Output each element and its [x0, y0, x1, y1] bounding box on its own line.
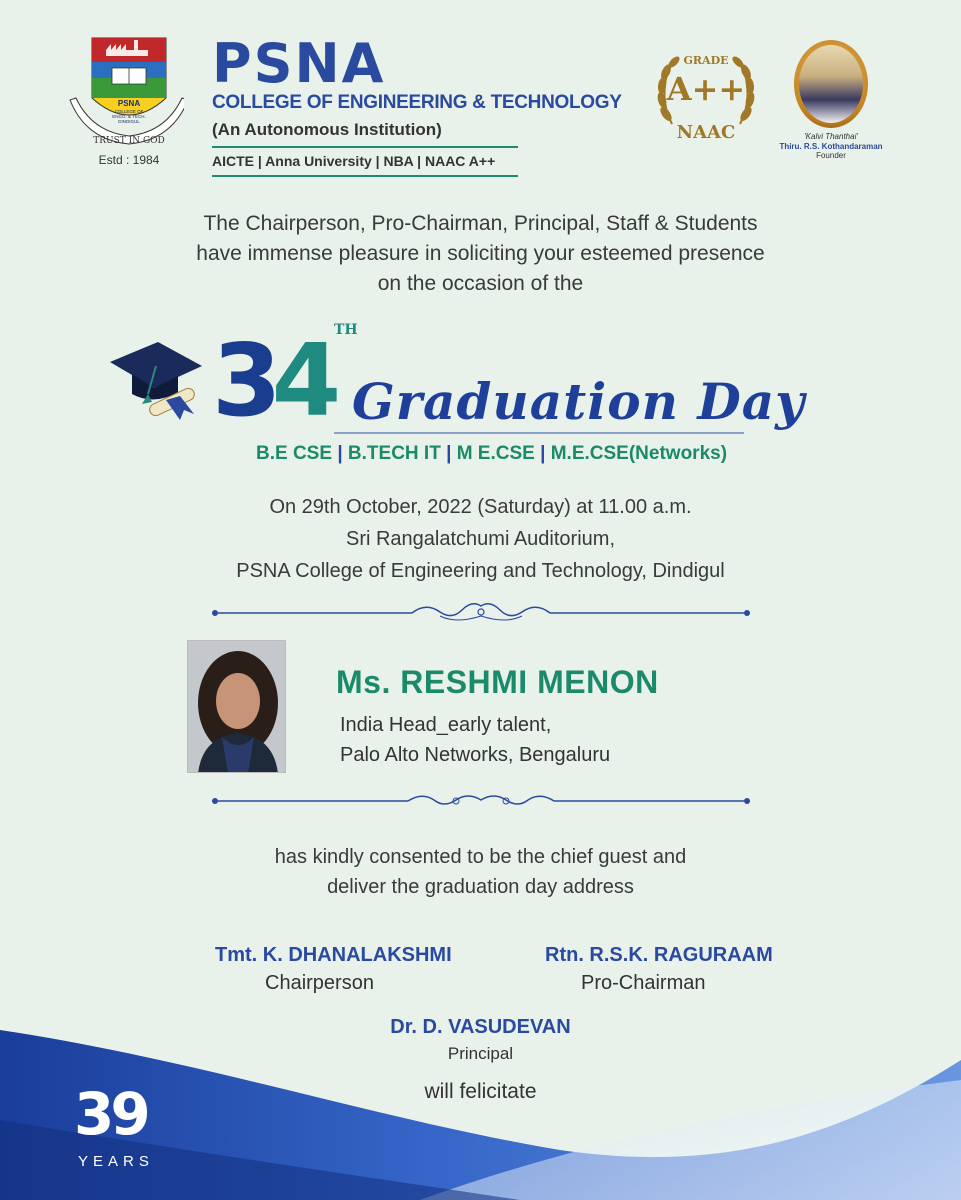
affiliations: AICTE | Anna University | NBA | NAAC A++: [212, 153, 496, 169]
graduation-number-digit1: 3: [212, 322, 272, 439]
program-item: M.E.CSE(Networks): [550, 443, 728, 464]
guest-organization: Palo Alto Networks, Bengaluru: [340, 744, 611, 766]
program-item: B.E CSE: [256, 443, 333, 464]
principal-name: Dr. D. VASUDEVAN: [390, 1016, 571, 1038]
consent-line-1: has kindly consented to be the chief guest and: [274, 846, 687, 868]
anniversary-label: YEARS: [78, 1153, 154, 1170]
event-venue-line-2: PSNA College of Engineering and Technology, Dindigul: [236, 560, 725, 582]
closing-text: will felicitate: [424, 1080, 537, 1103]
founder-portrait: [794, 40, 868, 128]
guest-photo: [187, 640, 286, 773]
programs-list: [256, 443, 727, 465]
ornament-divider-bottom: [212, 786, 750, 816]
naac-label: NAAC: [676, 122, 736, 143]
event-date: On 29th October, 2022 (Saturday) at 11.00 a.m.: [269, 496, 692, 518]
founder-title: 'Kalvi Thanthai': [804, 132, 858, 141]
chairperson-title: Chairperson: [265, 972, 374, 994]
naac-laurel-badge: [652, 38, 760, 148]
chairperson-name: Tmt. K. DHANALAKSHMI: [215, 944, 452, 966]
anniversary-number: 39: [74, 1080, 147, 1148]
intro-line-2: have immense pleasure in soliciting your esteemed presence: [196, 242, 765, 265]
naac-grade-label: GRADE: [683, 54, 729, 67]
guest-role: India Head_early talent,: [340, 714, 552, 736]
crest-line4: DINDIGUL: [118, 119, 140, 124]
graduation-cap-icon: [108, 336, 204, 426]
ornament-divider-top: [212, 598, 750, 628]
naac-grade: A++: [666, 70, 746, 108]
program-separator: |: [540, 443, 546, 464]
graduation-underline: [334, 432, 744, 434]
graduation-number: [212, 322, 331, 439]
pro-chairman-name: Rtn. R.S.K. RAGURAAM: [545, 944, 773, 966]
graduation-number-digit2: 4: [271, 322, 332, 439]
program-separator: |: [337, 443, 343, 464]
college-crest-logo: [66, 36, 184, 168]
brand-divider-top: [212, 146, 518, 148]
intro-line-3: on the occasion of the: [377, 272, 584, 295]
brand-full-name: COLLEGE OF ENGINEERING & TECHNOLOGY: [212, 92, 622, 113]
program-item: B.TECH IT: [347, 443, 441, 464]
graduation-ordinal: TH: [334, 322, 358, 338]
founder-name: Thiru. R.S. Kothandaraman: [779, 142, 883, 151]
founder-role: Founder: [816, 151, 846, 160]
graduation-title: Graduation Day: [352, 372, 806, 431]
guest-name: Ms. RESHMI MENON: [336, 664, 659, 700]
crest-line2: COLLEGE OF: [114, 109, 144, 114]
crest-motto: TRUST IN GOD: [93, 136, 165, 146]
event-venue-line-1: Sri Rangalatchumi Auditorium,: [345, 528, 615, 550]
brand-type: (An Autonomous Institution): [212, 120, 442, 139]
brand-name: PSNA: [212, 32, 386, 95]
program-separator: |: [446, 443, 452, 464]
brand-divider-bottom: [212, 175, 518, 177]
crest-line3: ENGG. & TECH.: [112, 114, 146, 119]
intro-line-1: The Chairperson, Pro-Chairman, Principal, Staff & Students: [203, 212, 758, 235]
consent-line-2: deliver the graduation day address: [327, 876, 634, 898]
pro-chairman-title: Pro-Chairman: [581, 972, 706, 994]
crest-name: PSNA: [117, 99, 141, 108]
principal-title: Principal: [447, 1044, 514, 1063]
established-year: Estd : 1984: [98, 153, 160, 167]
program-item: M E.CSE: [456, 443, 535, 464]
